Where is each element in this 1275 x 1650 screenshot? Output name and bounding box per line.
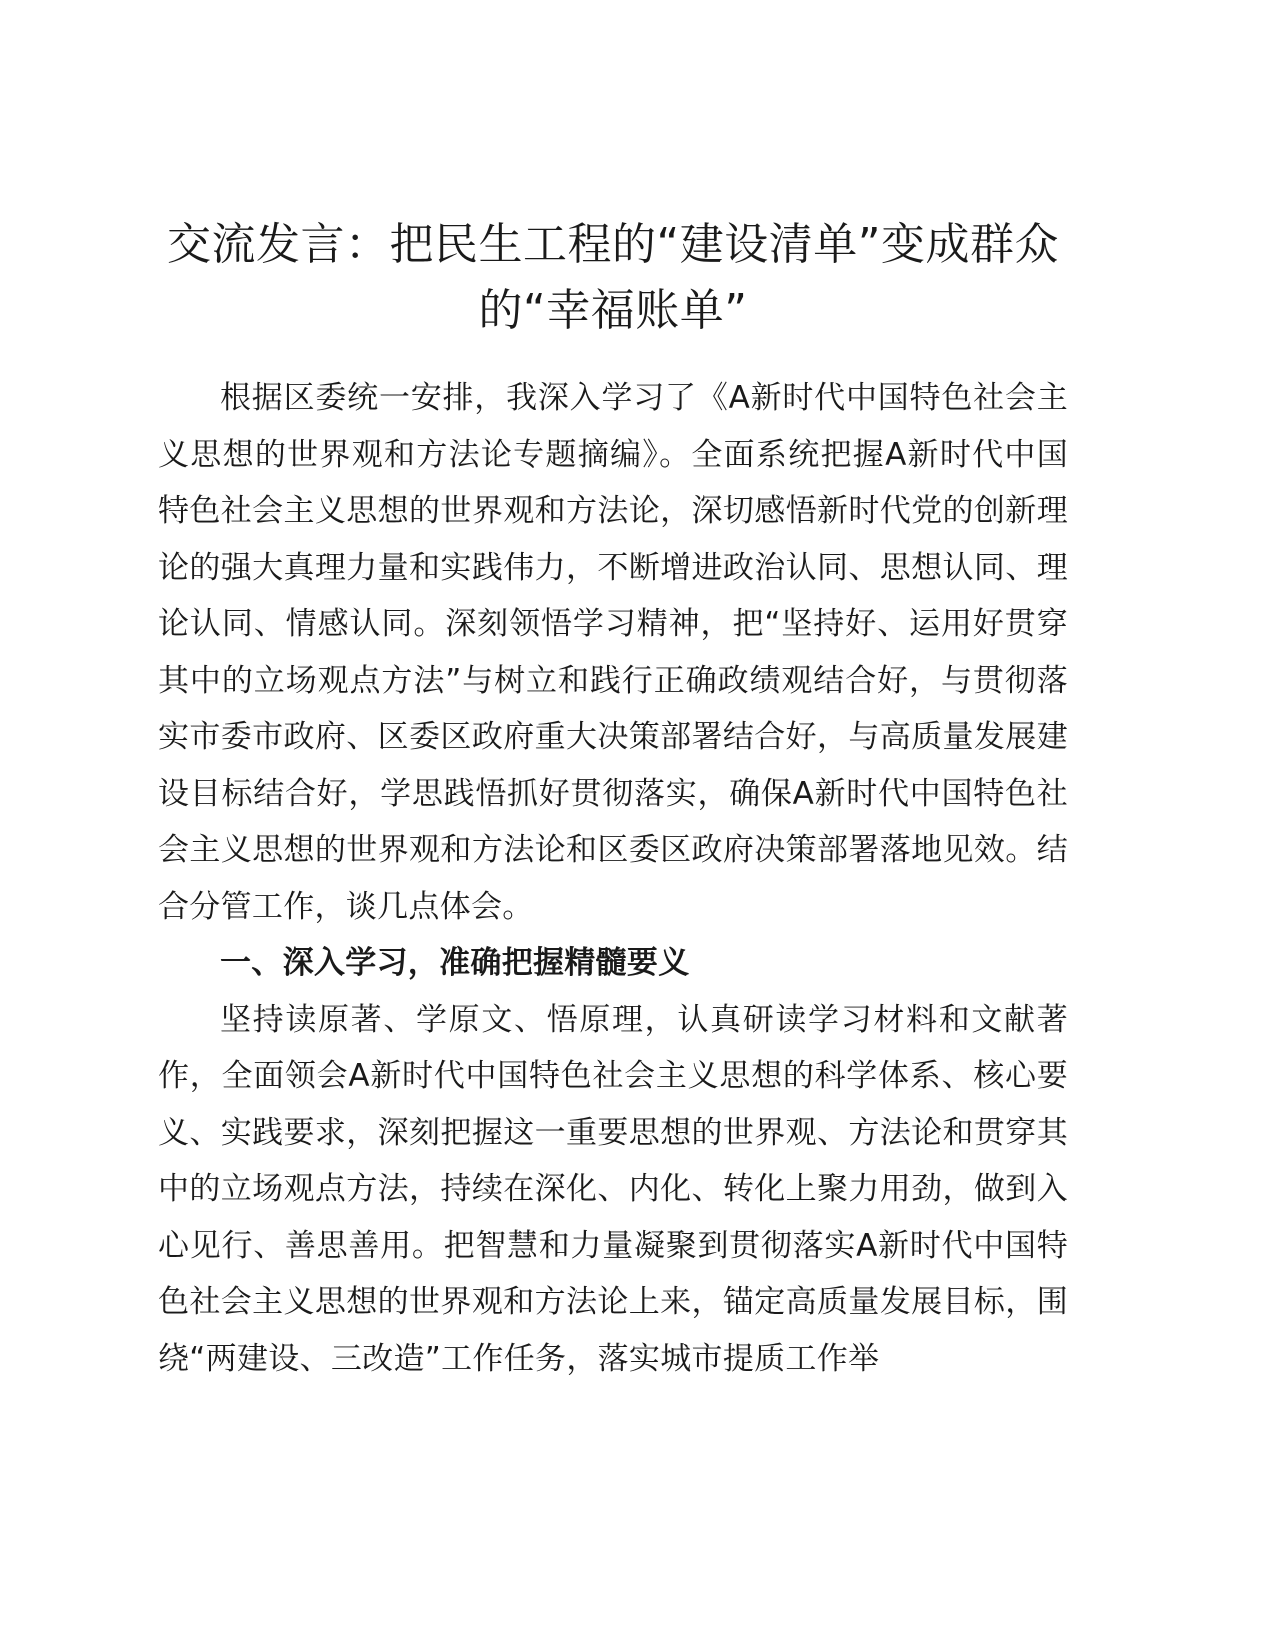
section-heading: 一、深入学习，准确把握精髓要义 — [220, 945, 690, 981]
document-body — [158, 370, 1068, 1387]
document-page — [158, 212, 1068, 1387]
intro-paragraph: 根据区委统一安排，我深入学习了《A新时代中国特色社会主义思想的世界观和方法论专题摘编》。全面系统把握A新时代中国特色社会主义思想的世界观和方法论，深切感悟新时代党的创新理论的强大真理力量和实践伟力，不断增进政治认同、思想认同、理论认同、情感认同。深刻领悟学习精神，把“坚持好、运用好贯穿其中的立场观点方法”与树立和践行正确政绩观结合好，与贯彻落实市委市政府、区委区政府重大决策部署结合好，与高质量发展建设目标结合好，学思践悟抓好贯彻落实，确保A新时代中国特色社会主义思想的世界观和方法论和区委区政府决策部署落地见效。结合分管工作，谈几点体会。 — [158, 380, 1068, 925]
section-paragraph: 坚持读原著、学原文、悟原理，认真研读学习材料和文献著作，全面领会A新时代中国特色社会主义思想的科学体系、核心要义、实践要求，深刻把握这一重要思想的世界观、方法论和贯穿其中的立场观点方法，持续在深化、内化、转化上聚力用劲，做到入心见行、善思善用。把智慧和力量凝聚到贯彻落实A新时代中国特色社会主义思想的世界观和方法论上来，锚定高质量发展目标，围绕“两建设、三改造”工作任务，落实城市提质工作举 — [158, 1001, 1068, 1377]
document-title: 交流发言：把民生工程的“建设清单”变成群众的“幸福账单” — [166, 219, 1060, 336]
